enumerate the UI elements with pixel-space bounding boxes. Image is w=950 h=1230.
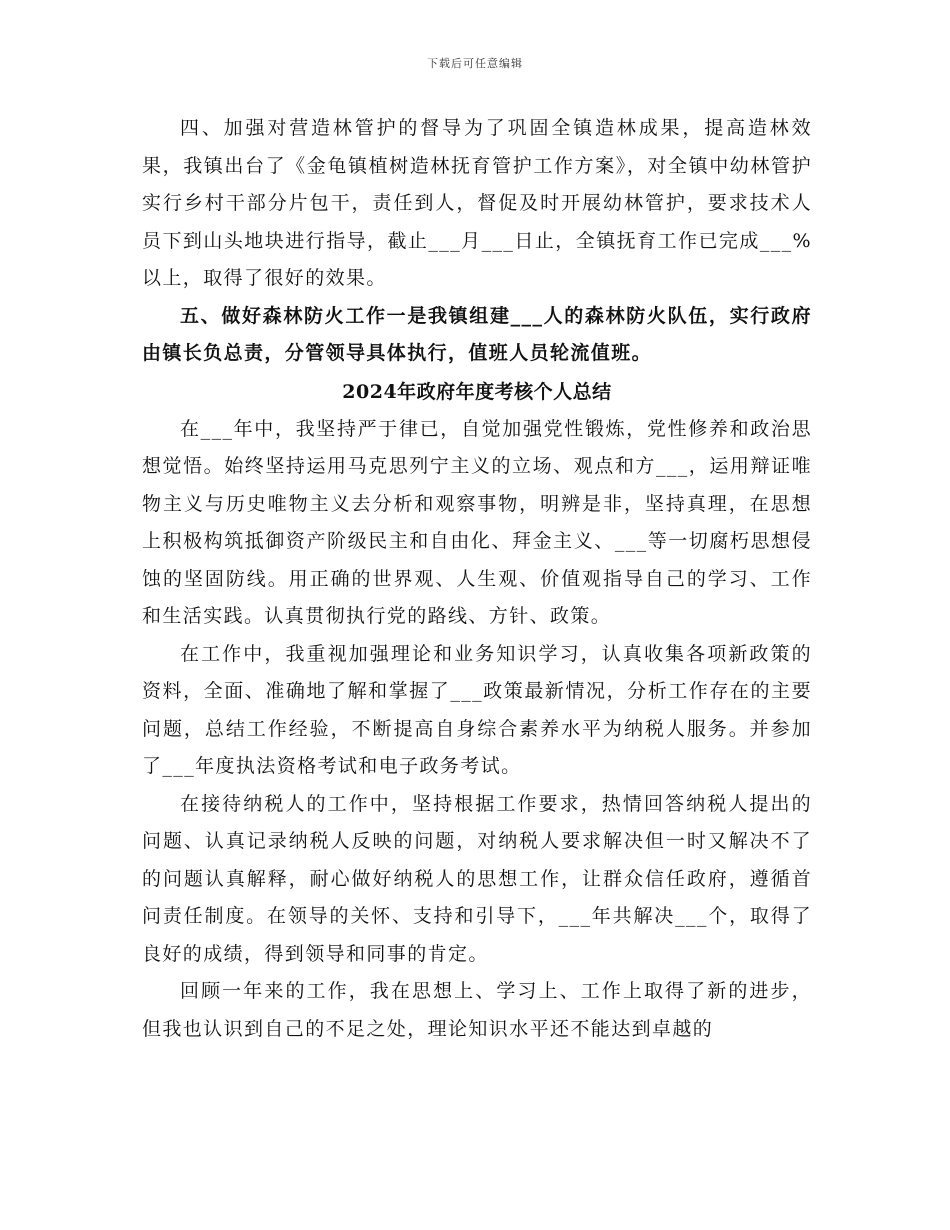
body-paragraph-4: 回顾一年来的工作，我在思想上、学习上、工作上取得了新的进步，但我也认识到自己的不足之处，理论知识水平还不能达到卓越的 [142,980,812,1040]
section-4-paragraph: 四、加强对营造林管护的督导为了巩固全镇造林成果，提高造林效果，我镇出台了《金龟镇植树造林抚育管护工作方案》，对全镇中幼林管护实行乡村干部分片包干，责任到人，督促及时开展幼林管护，要求技术人员下到山头地块进行指导，截止___月___日止，全镇抚育工作已完成___%以上，取得了很好的效果。 [142,117,812,289]
body-paragraph-2: 在工作中，我重视加强理论和业务知识学习，认真收集各项新政策的资料，全面、准确地了解和掌握了___政策最新情况，分析工作存在的主要问题，总结工作经验，不断提高自身综合素养水平为纳税人服务。并参加了___年度执法资格考试和电子政务考试。 [142,642,812,777]
section-5-paragraph: 五、做好森林防火工作一是我镇组建___人的森林防火队伍，实行政府由镇长负总责，分管领导具体执行，值班人员轮流值班。 [142,304,812,364]
document-body [142,110,812,1048]
body-paragraph-1: 在___年中，我坚持严于律已，自觉加强党性锻炼，党性修养和政治思想觉悟。始终坚持运用马克思列宁主义的立场、观点和方___，运用辩证唯物主义与历史唯物主义去分析和观察事物，明辨是非，坚持真理，在思想上积极构筑抵御资产阶级民主和自由化、拜金主义、___等一切腐朽思想侵蚀的坚固防线。用正确的世界观、人生观、价值观指导自己的学习、工作和生活实践。认真贯彻执行党的路线、方针、政策。 [142,417,812,627]
document-title: 2024年政府年度考核个人总结 [342,380,612,403]
body-paragraph-3: 在接待纳税人的工作中，坚持根据工作要求，热情回答纳税人提出的问题、认真记录纳税人反映的问题，对纳税人要求解决但一时又解决不了的问题认真解释，耐心做好纳税人的思想工作，让群众信任政府，遵循首问责任制度。在领导的关怀、支持和引导下，___年共解决___个，取得了良好的成绩，得到领导和同事的肯定。 [142,792,812,965]
page-header: 下载后可任意编辑 [427,57,523,70]
